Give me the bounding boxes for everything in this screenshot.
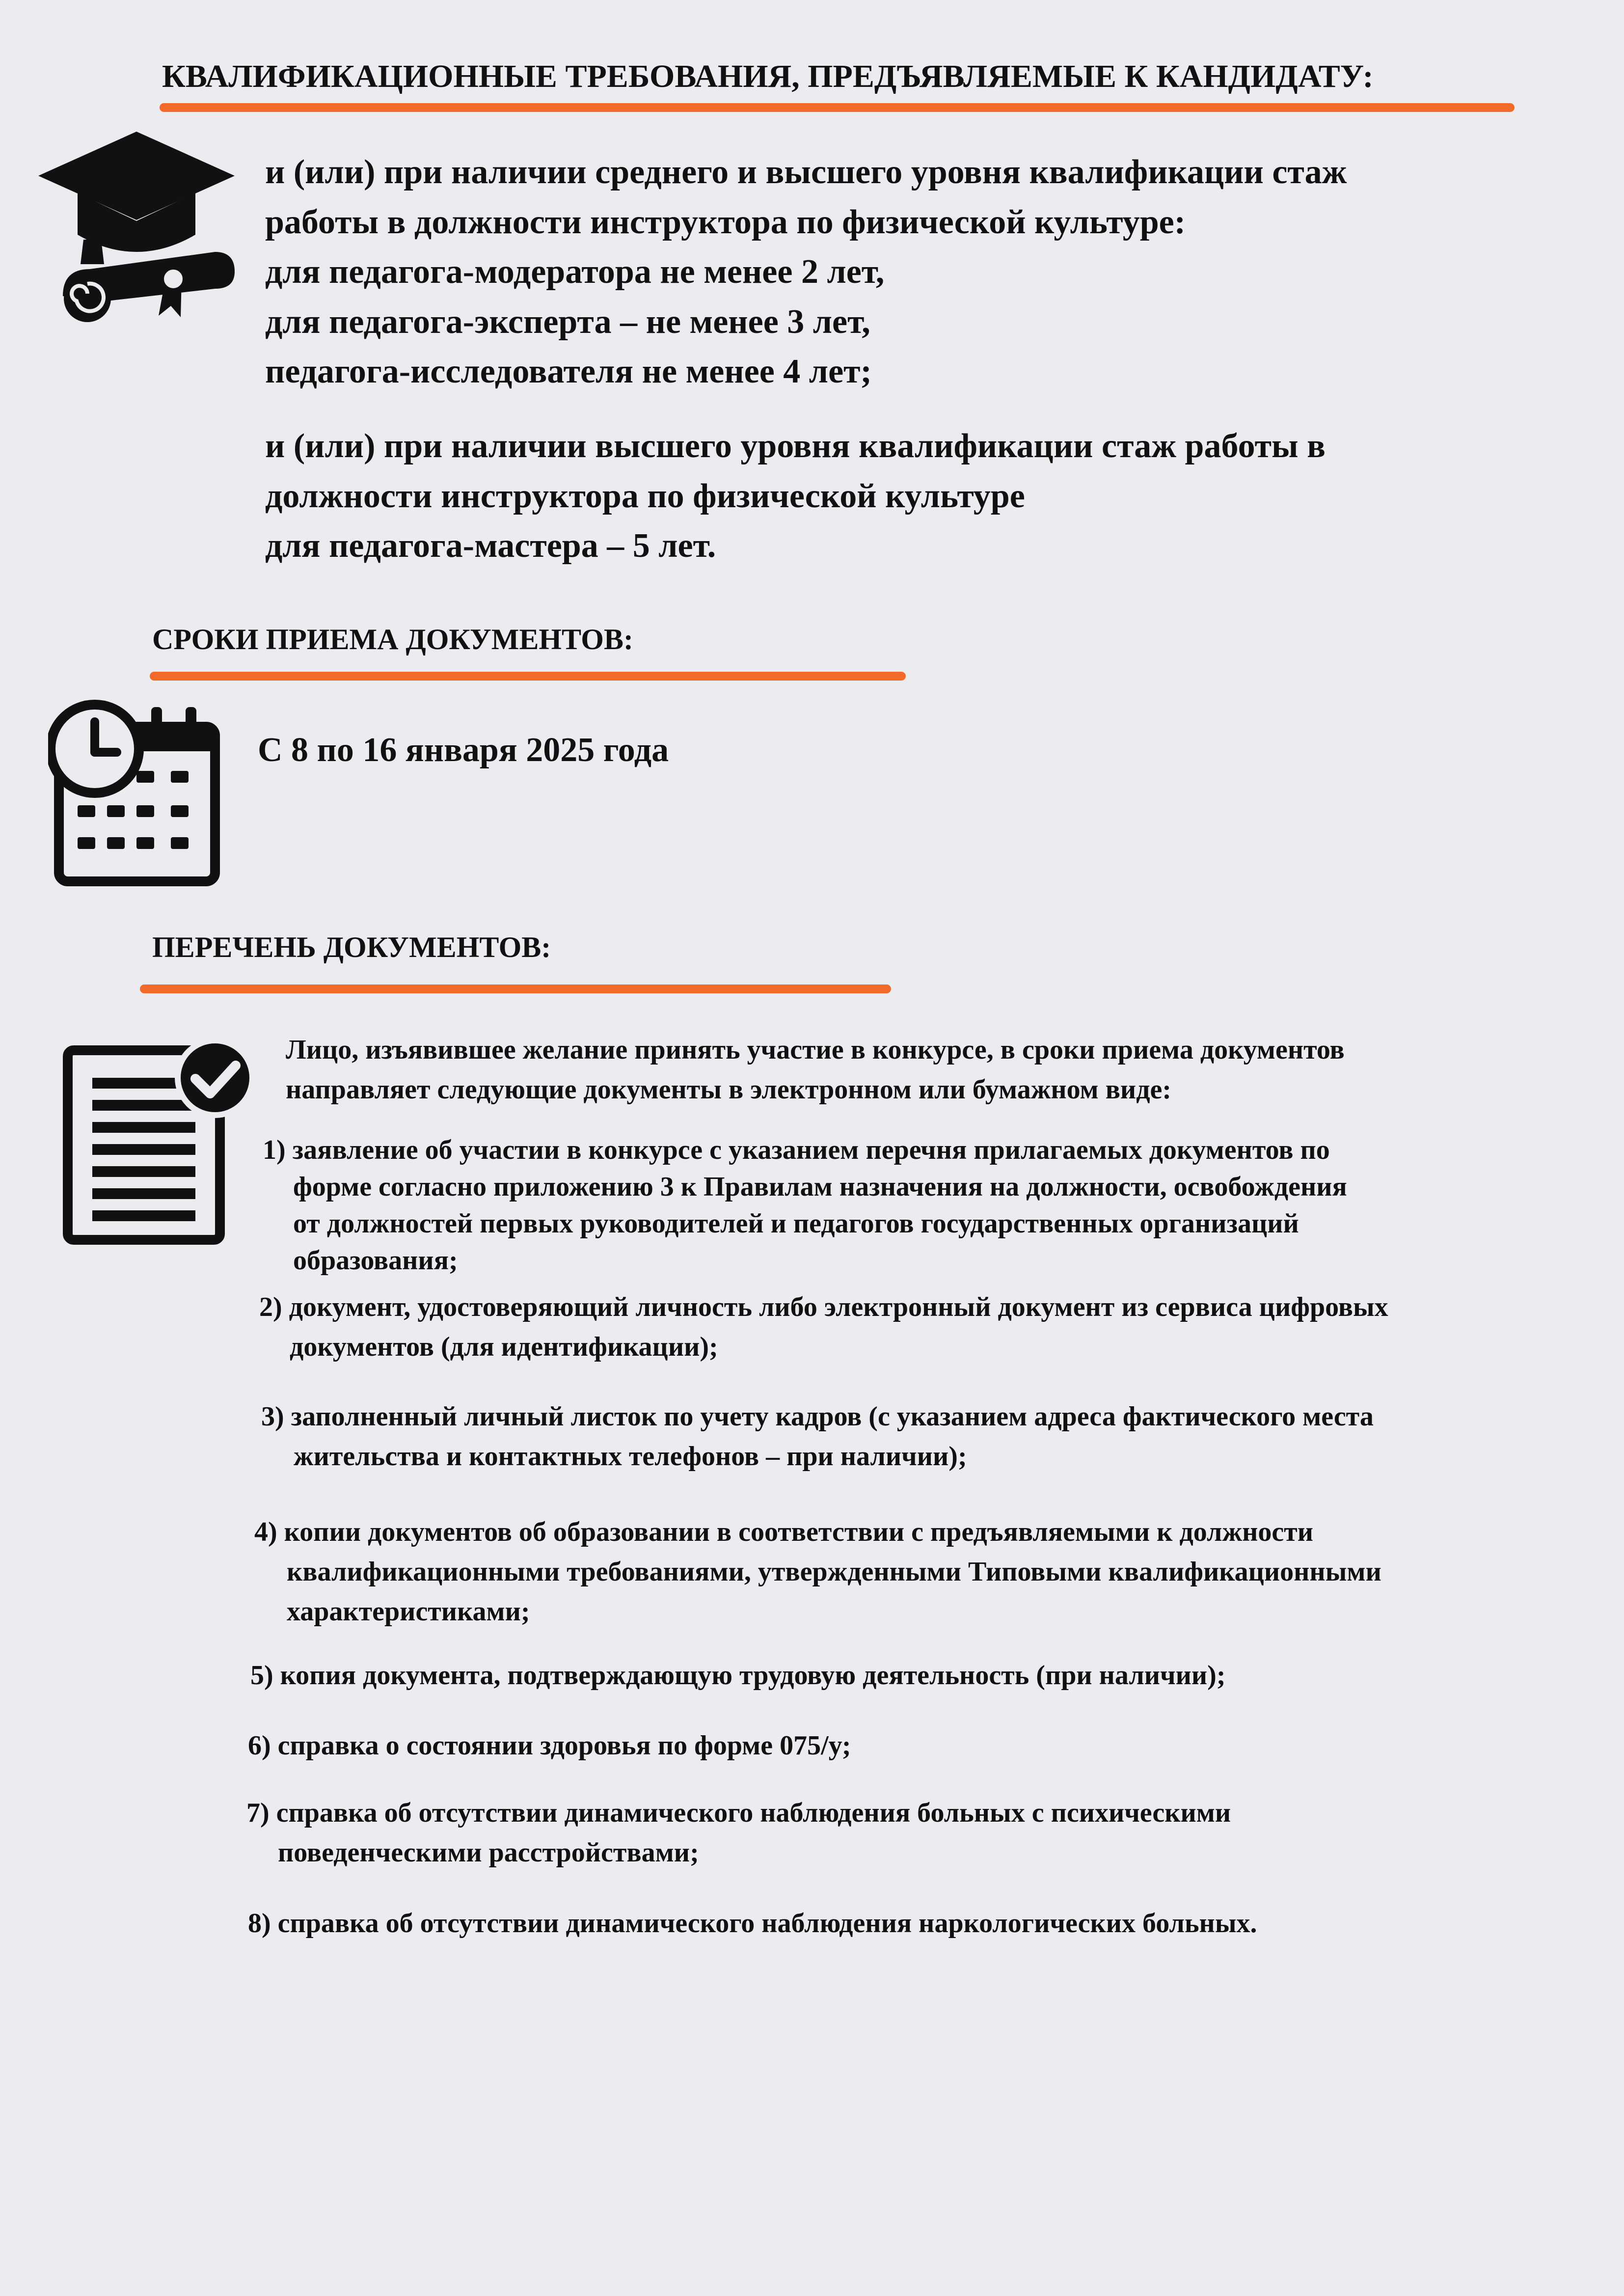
qualification-line: педагога-исследователя не менее 4 лет; — [265, 353, 872, 390]
document-item-5 — [250, 1657, 1225, 1694]
qualification-underline — [160, 103, 1515, 112]
qualification-line: и (или) при наличии среднего и высшего уровня квалификации стаж — [265, 153, 1347, 191]
deadlines-title: СРОКИ ПРИЕМА ДОКУМЕНТОВ: — [152, 623, 633, 656]
calendar-clock-icon — [48, 697, 225, 886]
list-line: 6) справка о состоянии здоровья по форме 075/у; — [248, 1730, 851, 1761]
list-line: форме согласно приложению 3 к Правилам назначения на должности, освобождения — [293, 1172, 1347, 1203]
documents-intro-line: направляет следующие документы в электронном или бумажном виде: — [286, 1074, 1172, 1105]
document-item-3 — [261, 1397, 1374, 1476]
documents-underline — [140, 984, 891, 993]
qualification-line: для педагога-эксперта – не менее 3 лет, — [265, 302, 870, 341]
list-line: 3) заполненный личный листок по учету кадров (с указанием адреса фактического места — [261, 1401, 1374, 1432]
documents-intro — [286, 1030, 1345, 1110]
document-item-8 — [248, 1905, 1257, 1942]
documents-intro-line: Лицо, изъявившее желание принять участие в конкурсе, в сроки приема документов — [286, 1035, 1345, 1065]
qualification-line: для педагога-модератора не менее 2 лет, — [265, 253, 885, 291]
document-checkmark-icon — [63, 1039, 254, 1245]
list-line: 4) копии документов об образовании в соответствии с предъявляемыми к должности — [254, 1517, 1313, 1547]
qualification-title: КВАЛИФИКАЦИОННЫЕ ТРЕБОВАНИЯ, ПРЕДЪЯВЛЯЕМЫЕ К КАНДИДАТУ: — [162, 58, 1374, 94]
list-line: документов (для идентификации); — [290, 1332, 718, 1363]
document-item-2 — [259, 1287, 1388, 1367]
list-line: 7) справка об отсутствии динамического наблюдения больных с психическими — [246, 1798, 1231, 1828]
document-item-7 — [246, 1793, 1231, 1873]
deadlines-text: С 8 по 16 января 2025 года — [258, 731, 669, 769]
document-item-4 — [254, 1512, 1381, 1632]
qualification-line: должности инструктора по физической культуре — [265, 477, 1025, 515]
qualification-line: работы в должности инструктора по физической культуре: — [265, 203, 1186, 241]
documents-title: ПЕРЕЧЕНЬ ДОКУМЕНТОВ: — [152, 931, 551, 963]
graduation-cap-diploma-icon — [38, 132, 235, 323]
qualification-block-1 — [265, 147, 1347, 397]
document-item-1 — [263, 1132, 1347, 1279]
list-line: 8) справка об отсутствии динамического наблюдения наркологических больных. — [248, 1908, 1257, 1939]
qualification-block-2 — [265, 421, 1326, 571]
list-line: 2) документ, удостоверяющий личность либо электронный документ из сервиса цифровых — [259, 1292, 1388, 1322]
list-line: характеристиками; — [287, 1596, 530, 1627]
qualification-line: для педагога-мастера – 5 лет. — [265, 527, 716, 565]
list-line: квалификационными требованиями, утвержденными Типовыми квалификационными — [287, 1557, 1381, 1587]
qualification-line: и (или) при наличии высшего уровня квалификации стаж работы в — [265, 427, 1326, 465]
list-line: от должностей первых руководителей и педагогов государственных организаций — [293, 1208, 1299, 1239]
document-item-6 — [248, 1727, 851, 1764]
list-line: 5) копия документа, подтверждающую трудовую деятельность (при наличии); — [250, 1660, 1226, 1691]
list-line: поведенческими расстройствами; — [278, 1837, 699, 1868]
list-line: образования; — [293, 1245, 458, 1276]
list-line: 1) заявление об участии в конкурсе с указанием перечня прилагаемых документов по — [263, 1135, 1330, 1165]
list-line: жительства и контактных телефонов – при наличии); — [294, 1441, 967, 1472]
deadlines-underline — [150, 672, 906, 681]
